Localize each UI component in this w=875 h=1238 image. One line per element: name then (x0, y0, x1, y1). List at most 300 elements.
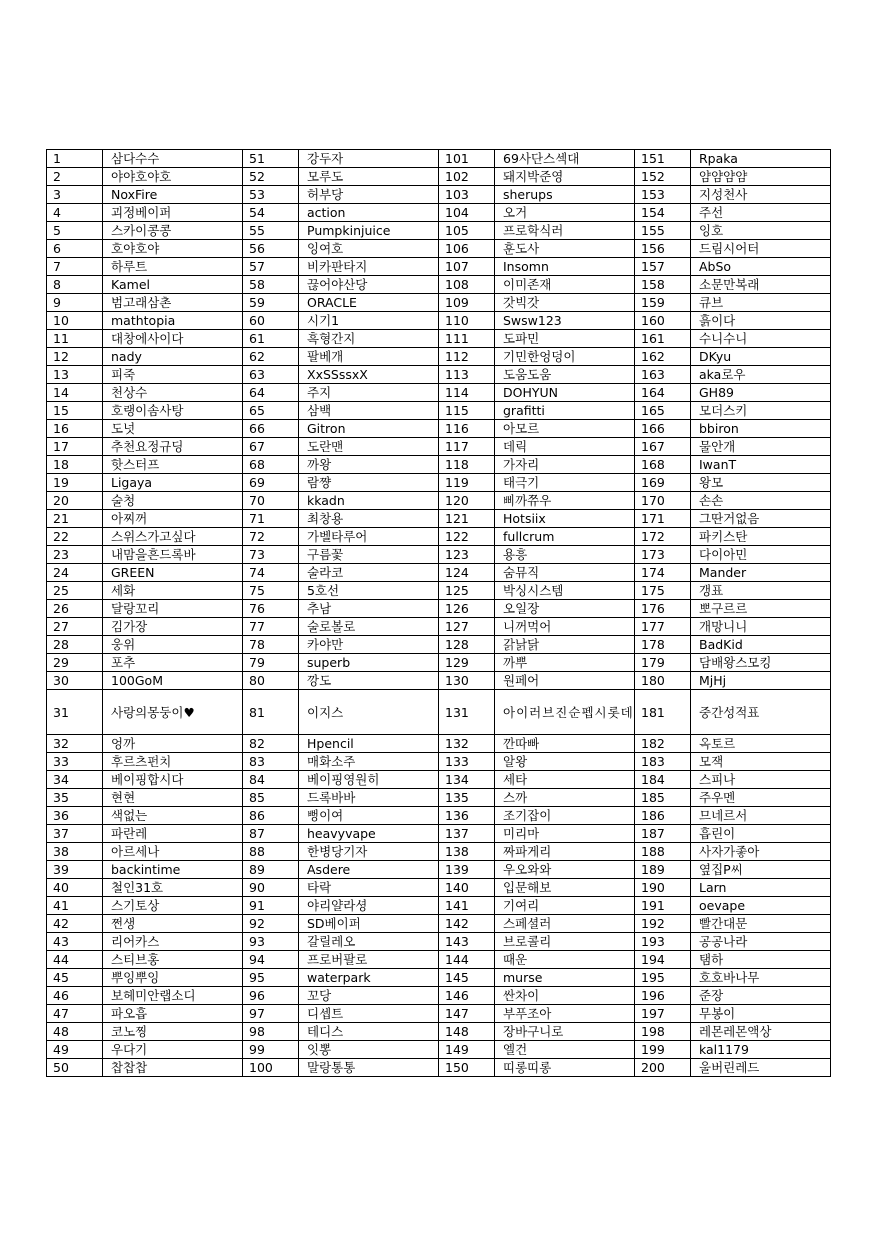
rank-number: 157 (635, 258, 691, 276)
rank-number: 43 (47, 933, 103, 951)
rank-number: 135 (439, 789, 495, 807)
participant-name: 잉호 (691, 222, 831, 240)
table-row (47, 1059, 831, 1077)
participant-name: 하루트 (103, 258, 243, 276)
rank-number: 25 (47, 582, 103, 600)
participant-name: 최창용 (299, 510, 439, 528)
rank-number: 130 (439, 672, 495, 690)
participant-name: 도넛 (103, 420, 243, 438)
participant-name: 데릭 (495, 438, 635, 456)
participant-name: 추천요정규딩 (103, 438, 243, 456)
participant-name: 프로학식러 (495, 222, 635, 240)
participant-name: 범고래삼촌 (103, 294, 243, 312)
rank-number: 57 (243, 258, 299, 276)
participant-name: Hotsiix (495, 510, 635, 528)
rank-number: 45 (47, 969, 103, 987)
rank-number: 125 (439, 582, 495, 600)
participant-name: 띠롱띠롱 (495, 1059, 635, 1077)
participant-name: 5호선 (299, 582, 439, 600)
rank-number: 34 (47, 771, 103, 789)
participant-name: 김가장 (103, 618, 243, 636)
rank-number: 120 (439, 492, 495, 510)
participant-name: 69사단스섹대 (495, 150, 635, 168)
participant-name: mathtopia (103, 312, 243, 330)
participant-name: Larn (691, 879, 831, 897)
participant-name: 까뿌 (495, 654, 635, 672)
rank-number: 23 (47, 546, 103, 564)
table-row (47, 528, 831, 546)
rank-number: 152 (635, 168, 691, 186)
rank-number: 37 (47, 825, 103, 843)
rank-number: 148 (439, 1023, 495, 1041)
participant-name: 갓빅갓 (495, 294, 635, 312)
rank-number: 126 (439, 600, 495, 618)
participant-name: 짜파게리 (495, 843, 635, 861)
rank-number: 6 (47, 240, 103, 258)
table-row (47, 222, 831, 240)
rank-number: 38 (47, 843, 103, 861)
rank-number: 164 (635, 384, 691, 402)
rank-number: 189 (635, 861, 691, 879)
participant-name: 야야호야호 (103, 168, 243, 186)
participant-name: XxSSssxX (299, 366, 439, 384)
participant-name: 100GoM (103, 672, 243, 690)
participant-name: 아이러브진순펩시롯데 (495, 690, 635, 735)
rank-number: 75 (243, 582, 299, 600)
participant-name: 엉까 (103, 735, 243, 753)
table-row (47, 636, 831, 654)
rank-number: 76 (243, 600, 299, 618)
participant-name: 코노찡 (103, 1023, 243, 1041)
participant-name: 엘건 (495, 1041, 635, 1059)
rank-number: 81 (243, 690, 299, 735)
rank-number: 193 (635, 933, 691, 951)
table-row (47, 1041, 831, 1059)
participant-name: 까왕 (299, 456, 439, 474)
table-row (47, 690, 831, 735)
rank-number: 137 (439, 825, 495, 843)
rank-number: 168 (635, 456, 691, 474)
rank-number: 41 (47, 897, 103, 915)
participant-name: 잇뽕 (299, 1041, 439, 1059)
participant-name: 레몬레몬액상 (691, 1023, 831, 1041)
participant-name: 빨간대문 (691, 915, 831, 933)
participant-name: 입문해보 (495, 879, 635, 897)
participant-name: Gitron (299, 420, 439, 438)
rank-number: 141 (439, 897, 495, 915)
rank-number: 180 (635, 672, 691, 690)
rank-number: 112 (439, 348, 495, 366)
rank-number: 111 (439, 330, 495, 348)
rank-number: 68 (243, 456, 299, 474)
rank-number: 134 (439, 771, 495, 789)
rank-number: 47 (47, 1005, 103, 1023)
table-row (47, 969, 831, 987)
rank-number: 59 (243, 294, 299, 312)
rank-number: 89 (243, 861, 299, 879)
participant-name: AbSo (691, 258, 831, 276)
rank-number: 58 (243, 276, 299, 294)
rank-number: 158 (635, 276, 691, 294)
rank-number: 146 (439, 987, 495, 1005)
participant-name: DKyu (691, 348, 831, 366)
table-row (47, 366, 831, 384)
rank-number: 49 (47, 1041, 103, 1059)
table-row (47, 654, 831, 672)
participant-name: 세타 (495, 771, 635, 789)
table-row (47, 456, 831, 474)
rank-number: 99 (243, 1041, 299, 1059)
rank-number: 22 (47, 528, 103, 546)
rank-number: 102 (439, 168, 495, 186)
table-row (47, 276, 831, 294)
rank-number: 151 (635, 150, 691, 168)
table-row (47, 204, 831, 222)
participant-name: 물안개 (691, 438, 831, 456)
participant-name: 프로버팔로 (299, 951, 439, 969)
table-row (47, 879, 831, 897)
participant-name: 끊어야산당 (299, 276, 439, 294)
participant-name: 뽀구르르 (691, 600, 831, 618)
participant-name: 매화소주 (299, 753, 439, 771)
participant-name: 파키스탄 (691, 528, 831, 546)
table-row (47, 150, 831, 168)
rank-number: 51 (243, 150, 299, 168)
rank-number: 62 (243, 348, 299, 366)
rank-number: 190 (635, 879, 691, 897)
rank-number: 54 (243, 204, 299, 222)
rank-number: 103 (439, 186, 495, 204)
participant-name: 천상수 (103, 384, 243, 402)
table-row (47, 510, 831, 528)
rank-number: 122 (439, 528, 495, 546)
participant-name: BadKid (691, 636, 831, 654)
participant-name: 공공나라 (691, 933, 831, 951)
rank-number: 96 (243, 987, 299, 1005)
participant-name: 타락 (299, 879, 439, 897)
participant-name: 갉낡닭 (495, 636, 635, 654)
rank-number: 32 (47, 735, 103, 753)
participant-name: 조기잡이 (495, 807, 635, 825)
participant-name: 기민한엉덩이 (495, 348, 635, 366)
rank-number: 26 (47, 600, 103, 618)
participant-name: 사랑의몽둥이♥ (103, 690, 243, 735)
rank-number: 92 (243, 915, 299, 933)
rank-number: 195 (635, 969, 691, 987)
participant-name: 무봉이 (691, 1005, 831, 1023)
rank-number: 10 (47, 312, 103, 330)
participant-name: 카야만 (299, 636, 439, 654)
rank-number: 42 (47, 915, 103, 933)
rank-number: 182 (635, 735, 691, 753)
participant-name: 깐따빠 (495, 735, 635, 753)
rank-number: 44 (47, 951, 103, 969)
table-row (47, 897, 831, 915)
table-row (47, 258, 831, 276)
rank-number: 116 (439, 420, 495, 438)
rank-number: 132 (439, 735, 495, 753)
rank-number: 80 (243, 672, 299, 690)
participant-name: 괴정베이퍼 (103, 204, 243, 222)
participant-name: IwanT (691, 456, 831, 474)
participant-name: 원페어 (495, 672, 635, 690)
participant-name: 탬하 (691, 951, 831, 969)
rank-number: 21 (47, 510, 103, 528)
rank-number: 199 (635, 1041, 691, 1059)
participant-name: 테디스 (299, 1023, 439, 1041)
rank-number: 140 (439, 879, 495, 897)
participant-name: 알왕 (495, 753, 635, 771)
rank-number: 119 (439, 474, 495, 492)
rank-number: 19 (47, 474, 103, 492)
rank-number: 35 (47, 789, 103, 807)
rank-number: 12 (47, 348, 103, 366)
rank-number: 191 (635, 897, 691, 915)
participant-name: 때운 (495, 951, 635, 969)
participant-name: action (299, 204, 439, 222)
rank-number: 184 (635, 771, 691, 789)
participant-name: 철인31호 (103, 879, 243, 897)
participant-name: 내맘을흔드록바 (103, 546, 243, 564)
participant-name: 삼다수수 (103, 150, 243, 168)
participant-name: 꼬당 (299, 987, 439, 1005)
rank-number: 108 (439, 276, 495, 294)
rank-number: 87 (243, 825, 299, 843)
participant-name: 아찌꺼 (103, 510, 243, 528)
participant-name: 드림시어터 (691, 240, 831, 258)
rank-number: 40 (47, 879, 103, 897)
table-row (47, 735, 831, 753)
rank-number: 127 (439, 618, 495, 636)
rank-number: 197 (635, 1005, 691, 1023)
participant-name: 사자가좋아 (691, 843, 831, 861)
participant-name: GREEN (103, 564, 243, 582)
rank-number: 64 (243, 384, 299, 402)
participant-name: 갱표 (691, 582, 831, 600)
rank-number: 165 (635, 402, 691, 420)
participant-name: 아르세나 (103, 843, 243, 861)
rank-number: 66 (243, 420, 299, 438)
rank-number: 53 (243, 186, 299, 204)
rank-number: 187 (635, 825, 691, 843)
table-row (47, 861, 831, 879)
table-row (47, 582, 831, 600)
rank-number: 153 (635, 186, 691, 204)
rank-number: 28 (47, 636, 103, 654)
participant-name: 울버린레드 (691, 1059, 831, 1077)
rank-number: 5 (47, 222, 103, 240)
participant-name: 한병당기자 (299, 843, 439, 861)
rank-number: 144 (439, 951, 495, 969)
participant-name: 대창에사이다 (103, 330, 243, 348)
rank-number: 91 (243, 897, 299, 915)
participant-name: aka로우 (691, 366, 831, 384)
rank-number: 176 (635, 600, 691, 618)
participant-name: 찹찹찹 (103, 1059, 243, 1077)
participant-name: 팔베개 (299, 348, 439, 366)
rank-number: 65 (243, 402, 299, 420)
participant-name: 개망니니 (691, 618, 831, 636)
rank-number: 107 (439, 258, 495, 276)
rank-number: 170 (635, 492, 691, 510)
rank-number: 56 (243, 240, 299, 258)
participant-name: 옥토르 (691, 735, 831, 753)
participant-name: 스페셜러 (495, 915, 635, 933)
rank-number: 183 (635, 753, 691, 771)
table-row (47, 546, 831, 564)
rank-number: 178 (635, 636, 691, 654)
rank-number: 129 (439, 654, 495, 672)
rank-number: 88 (243, 843, 299, 861)
table-row (47, 186, 831, 204)
participant-name: 리어카스 (103, 933, 243, 951)
participant-name: 스카이콩콩 (103, 222, 243, 240)
rank-number: 104 (439, 204, 495, 222)
participant-name: 박싱시스템 (495, 582, 635, 600)
participant-name: Ligaya (103, 474, 243, 492)
table-row (47, 951, 831, 969)
participant-name: 술로볼로 (299, 618, 439, 636)
participant-name: 세화 (103, 582, 243, 600)
rank-number: 13 (47, 366, 103, 384)
rank-number: 15 (47, 402, 103, 420)
table-row (47, 240, 831, 258)
rank-number: 83 (243, 753, 299, 771)
participant-name: Asdere (299, 861, 439, 879)
participant-name: 주지 (299, 384, 439, 402)
participant-name: 싼차이 (495, 987, 635, 1005)
participant-name: MjHj (691, 672, 831, 690)
participant-name: 다이아민 (691, 546, 831, 564)
rank-number: 145 (439, 969, 495, 987)
participant-name: 모잭 (691, 753, 831, 771)
participant-name: 베이핑영원히 (299, 771, 439, 789)
participant-name: NoxFire (103, 186, 243, 204)
participant-name: 스위스가고싶다 (103, 528, 243, 546)
participant-name: GH89 (691, 384, 831, 402)
rank-number: 97 (243, 1005, 299, 1023)
participant-name: 우다기 (103, 1041, 243, 1059)
rank-number: 192 (635, 915, 691, 933)
participant-name: 흡린이 (691, 825, 831, 843)
rank-number: 11 (47, 330, 103, 348)
rank-number: 133 (439, 753, 495, 771)
participant-name: 오일장 (495, 600, 635, 618)
participant-name: 도파민 (495, 330, 635, 348)
rank-number: 150 (439, 1059, 495, 1077)
rank-number: 159 (635, 294, 691, 312)
table-row (47, 618, 831, 636)
table-row (47, 600, 831, 618)
ranking-table-body (47, 150, 831, 1077)
participant-name: 옆집P씨 (691, 861, 831, 879)
rank-number: 82 (243, 735, 299, 753)
participant-name: Kamel (103, 276, 243, 294)
participant-name: 강두자 (299, 150, 439, 168)
rank-number: 188 (635, 843, 691, 861)
rank-number: 79 (243, 654, 299, 672)
rank-number: 117 (439, 438, 495, 456)
rank-number: 8 (47, 276, 103, 294)
rank-number: 200 (635, 1059, 691, 1077)
rank-number: 155 (635, 222, 691, 240)
rank-number: 172 (635, 528, 691, 546)
rank-number: 98 (243, 1023, 299, 1041)
participant-name: backintime (103, 861, 243, 879)
participant-name: Pumpkinjuice (299, 222, 439, 240)
rank-number: 198 (635, 1023, 691, 1041)
rank-number: 9 (47, 294, 103, 312)
participant-name: 중간성적표 (691, 690, 831, 735)
participant-name: 주우멘 (691, 789, 831, 807)
rank-number: 55 (243, 222, 299, 240)
participant-name: 보헤미안랩소디 (103, 987, 243, 1005)
table-row (47, 1005, 831, 1023)
rank-number: 85 (243, 789, 299, 807)
table-row (47, 492, 831, 510)
rank-number: 90 (243, 879, 299, 897)
participant-name: 이지스 (299, 690, 439, 735)
rank-number: 149 (439, 1041, 495, 1059)
participant-name: 쩐생 (103, 915, 243, 933)
rank-number: 84 (243, 771, 299, 789)
participant-name: 도란맨 (299, 438, 439, 456)
participant-name: 드록바바 (299, 789, 439, 807)
participant-name: 손손 (691, 492, 831, 510)
participant-name: 웅위 (103, 636, 243, 654)
rank-number: 128 (439, 636, 495, 654)
participant-name: 깡도 (299, 672, 439, 690)
participant-name: 흑형간지 (299, 330, 439, 348)
table-row (47, 312, 831, 330)
participant-name: 포추 (103, 654, 243, 672)
rank-number: 161 (635, 330, 691, 348)
participant-name: 준장 (691, 987, 831, 1005)
rank-number: 69 (243, 474, 299, 492)
participant-name: 람쨩 (299, 474, 439, 492)
rank-number: 131 (439, 690, 495, 735)
table-row (47, 807, 831, 825)
rank-number: 175 (635, 582, 691, 600)
participant-name: 모루도 (299, 168, 439, 186)
rank-number: 48 (47, 1023, 103, 1041)
rank-number: 36 (47, 807, 103, 825)
table-row (47, 474, 831, 492)
rank-number: 162 (635, 348, 691, 366)
rank-number: 17 (47, 438, 103, 456)
participant-name: nady (103, 348, 243, 366)
rank-number: 24 (47, 564, 103, 582)
participant-name: superb (299, 654, 439, 672)
rank-number: 77 (243, 618, 299, 636)
participant-name: 가벨타루어 (299, 528, 439, 546)
participant-name: 현현 (103, 789, 243, 807)
participant-name: 소문만복래 (691, 276, 831, 294)
participant-name: 오거 (495, 204, 635, 222)
rank-number: 74 (243, 564, 299, 582)
rank-number: 174 (635, 564, 691, 582)
rank-number: 147 (439, 1005, 495, 1023)
participant-name: ORACLE (299, 294, 439, 312)
participant-name: kkadn (299, 492, 439, 510)
participant-name: 파오흡 (103, 1005, 243, 1023)
rank-number: 67 (243, 438, 299, 456)
rank-number: 154 (635, 204, 691, 222)
participant-name: 디셉트 (299, 1005, 439, 1023)
table-row (47, 348, 831, 366)
participant-name: 호야호야 (103, 240, 243, 258)
rank-number: 30 (47, 672, 103, 690)
